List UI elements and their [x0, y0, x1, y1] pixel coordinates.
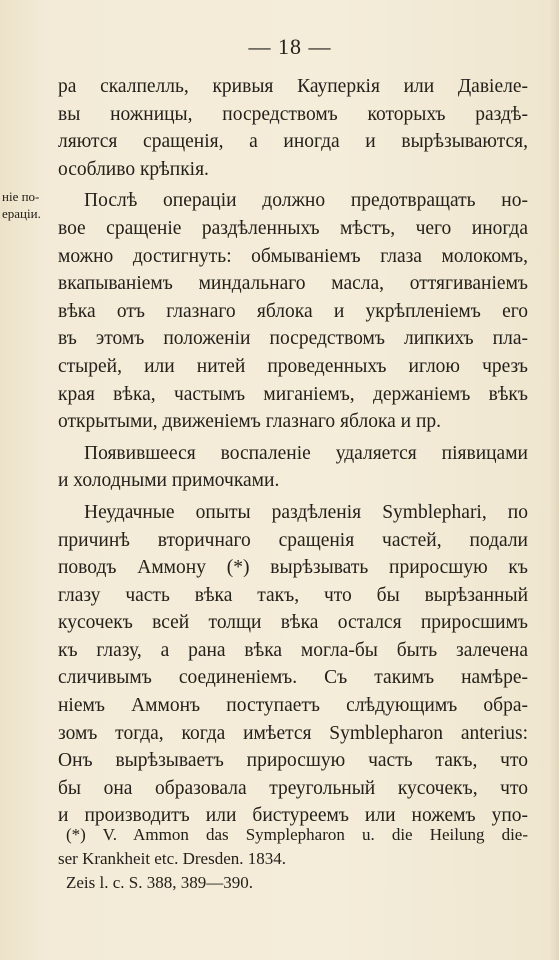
footnote-line: (*) V. Ammon das Symplepharon u. die Heilung die- — [66, 825, 528, 844]
text-line: Появившееся воспаленіе удаляется піявицами — [84, 442, 528, 464]
text-line: кусочекъ всей толщи вѣка остался приросшимъ — [58, 612, 528, 634]
text-line: бы она образовала треугольный кусочекъ, что — [58, 777, 528, 799]
text-line: вкапываніемъ миндальнаго масла, оттягиваніемъ — [58, 273, 528, 295]
footnote-line: Zeis l. c. S. 388, 389—390. — [66, 873, 253, 892]
page-edge-shadow — [549, 0, 559, 960]
text-line: къ глазу, а рана вѣка могла-бы быть залечена — [58, 639, 528, 661]
footnote-line: ser Krankheit etc. Dresden. 1834. — [58, 849, 287, 868]
text-line: вѣка отъ глазнаго яблока и укрѣпленіемъ его — [58, 300, 528, 322]
text-line: Неудачные опыты раздѣленія Symblephari, по — [84, 501, 528, 523]
text-line: стырей, или нитей проведенныхъ иглою чрезъ — [58, 355, 528, 377]
text-line: вы ножницы, посредствомъ которыхъ раздѣ- — [58, 103, 528, 125]
text-line: причинѣ вторичнаго сращенія частей, подали — [58, 529, 528, 551]
text-line: глазу часть вѣка такъ, что бы вырѣзанный — [58, 584, 528, 606]
text-line: ніемъ Аммонъ поступаетъ слѣдующимъ обра- — [58, 695, 528, 717]
margin-note-line: ніе по- — [2, 189, 40, 204]
margin-note-line: ераціи. — [2, 206, 41, 221]
text-line: особливо крѣпкія. — [58, 158, 209, 180]
body-text — [58, 73, 528, 830]
text-line: Послѣ операціи должно предотвращать но- — [84, 190, 528, 212]
footnotes — [58, 823, 528, 895]
text-line: и холодными примочками. — [58, 470, 280, 492]
text-line: въ этомъ положеніи посредствомъ липкихъ пла- — [58, 328, 528, 350]
text-line: можно достигнуть: обмываніемъ глаза молокомъ, — [58, 245, 528, 267]
margin-note — [2, 188, 54, 222]
page-number: — 18 — — [248, 34, 332, 59]
text-line: сличивымъ соединеніемъ. Съ такимъ намѣре- — [58, 667, 528, 689]
text-line: ра скалпелль, кривыя Кауперкія или Давіеле- — [58, 76, 528, 97]
text-line: зомъ тогда, когда имѣется Symblepharon anterius: — [58, 722, 528, 744]
text-line: вое сращеніе раздѣленныхъ мѣстъ, чего иногда — [58, 217, 528, 239]
text-line: поводъ Аммону (*) вырѣзывать приросшую къ — [58, 557, 528, 579]
text-line: ляются сращенія, а иногда и вырѣзываются, — [58, 131, 528, 153]
text-line: открытыми, движеніемъ глазнаго яблока и пр. — [58, 411, 442, 433]
text-line: и производитъ или бистуреемъ или ножемъ упо- — [58, 805, 528, 827]
text-line: Онъ вырѣзываетъ приросшую часть такъ, что — [58, 750, 528, 772]
text-line: края вѣка, частымъ миганіемъ, держаніемъ вѣкъ — [58, 383, 528, 405]
